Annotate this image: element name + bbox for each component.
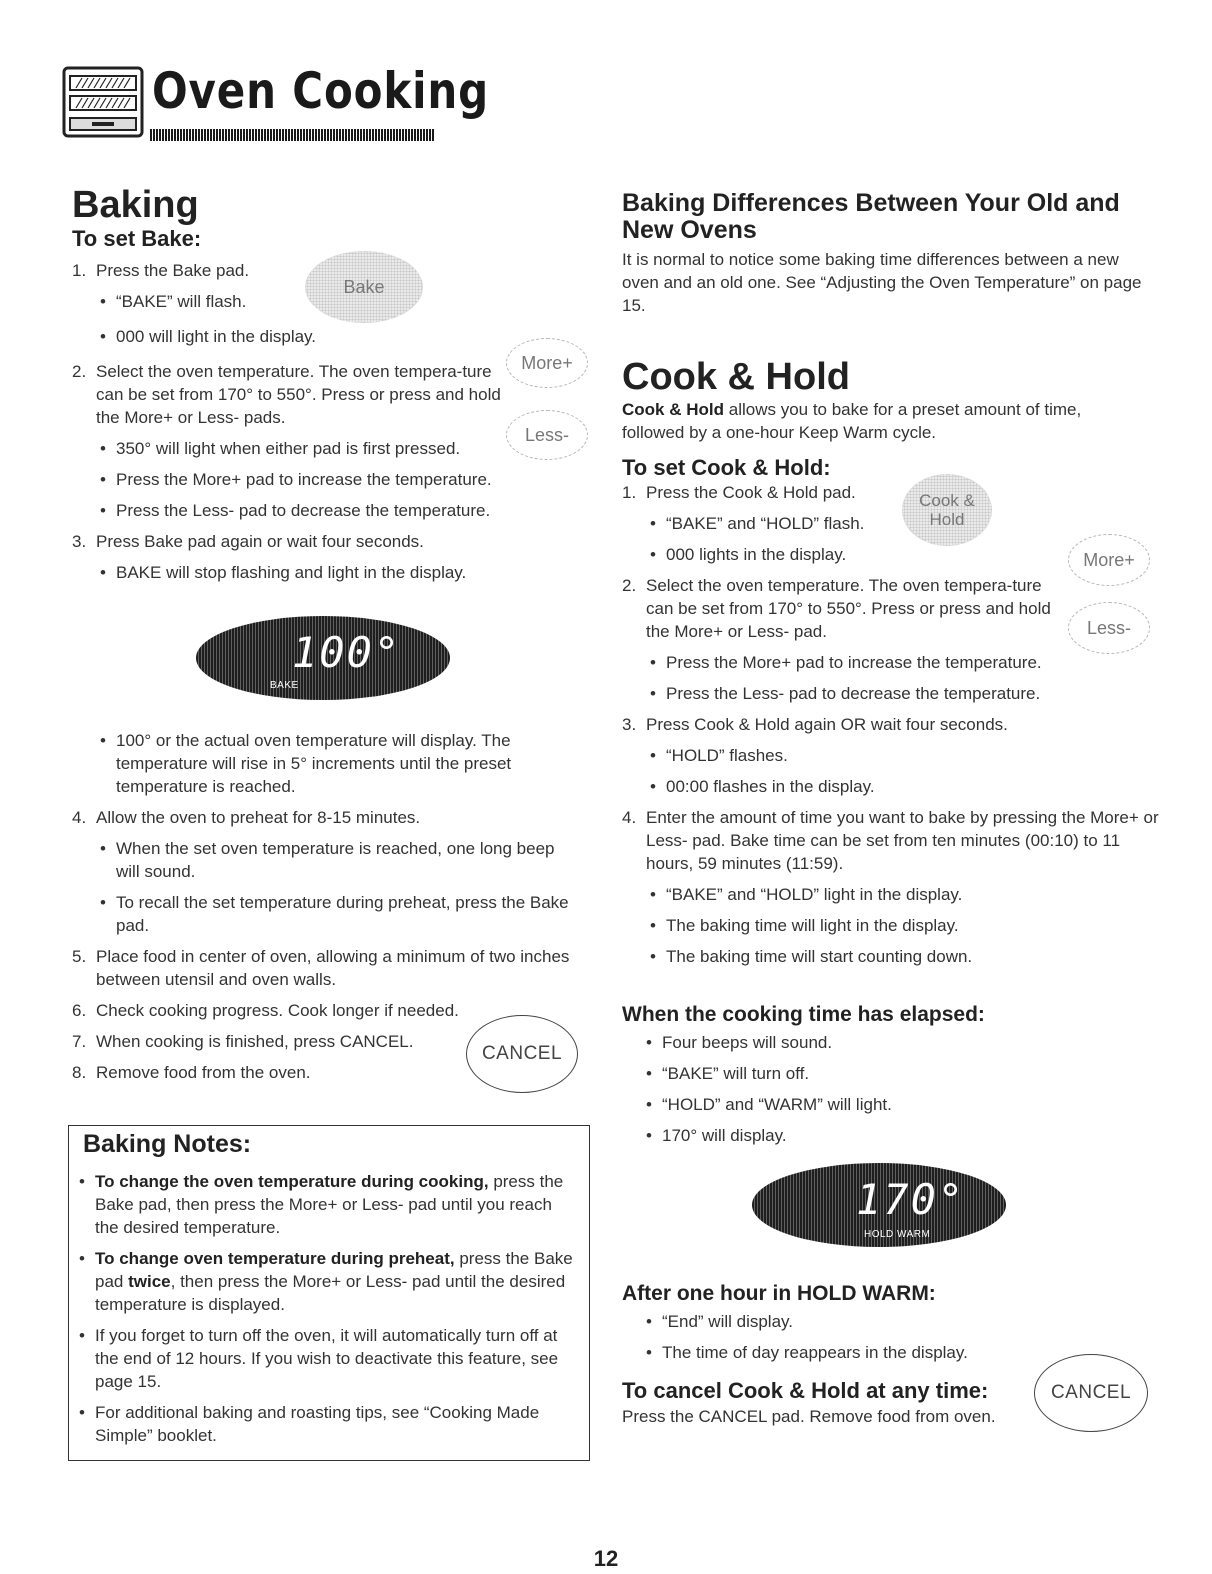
differences-text: It is normal to notice some baking time differences between a new oven and an old one. See “Adjusting the Oven Temperature” on page 15. xyxy=(622,250,1142,315)
bullet: • “BAKE” will turn off. xyxy=(642,1062,1152,1085)
more-pad[interactable]: More+ xyxy=(1068,534,1150,586)
note-item: • To change oven temperature during preheat, press the Bake pad twice, then press the More+ or Less- pad until the desired temperature is displayed. xyxy=(75,1247,575,1316)
cancel-pad[interactable]: CANCEL xyxy=(1034,1354,1148,1432)
bullet: • Press the More+ pad to increase the temperature. xyxy=(96,468,592,491)
step-4: 4. Enter the amount of time you want to bake by pressing the More+ or Less- pad. Bake time can be set from ten minutes (00:10) to 11 hours, 59 minutes (11:59). xyxy=(622,808,1159,873)
step-4: 4. Allow the oven to preheat for 8-15 minutes. xyxy=(72,808,421,827)
to-set-cook-hold-heading: To set Cook & Hold: xyxy=(622,455,831,480)
bullet: • Press the More+ pad to increase the temperature. xyxy=(646,651,1152,674)
step-3: 3. Press Bake pad again or wait four seconds. xyxy=(72,532,424,551)
bake-pad[interactable]: Bake xyxy=(305,251,423,323)
note-item: • For additional baking and roasting tips, see “Cooking Made Simple” booklet. xyxy=(75,1401,575,1447)
bullet: • “BAKE” and “HOLD” flash. xyxy=(646,512,1152,535)
cancel-text: Press the CANCEL pad. Remove food from oven. xyxy=(622,1407,996,1426)
cancel-heading: To cancel Cook & Hold at any time: xyxy=(622,1378,989,1403)
elapsed-heading: When the cooking time has elapsed: xyxy=(622,1003,985,1026)
bake-display: 100° BAKE xyxy=(196,616,450,700)
bullet: • The time of day reappears in the display. xyxy=(642,1341,1152,1364)
bullet: • 00:00 flashes in the display. xyxy=(646,775,1152,798)
more-pad[interactable]: More+ xyxy=(506,338,588,388)
step-1: 1. Press the Cook & Hold pad. xyxy=(622,483,856,502)
step-6: 6. Check cooking progress. Cook longer if needed. xyxy=(72,1001,459,1020)
bullet: • 170° will display. xyxy=(642,1124,1152,1147)
cook-hold-pad[interactable]: Cook & Hold xyxy=(902,474,992,546)
cancel-pad[interactable]: CANCEL xyxy=(466,1015,578,1093)
step-2: 2. Select the oven temperature. The oven tempera-ture can be set from 170° to 550°. Press or press and hold the More+ or Less- pad. xyxy=(622,576,1051,641)
oven-icon xyxy=(62,66,144,138)
cook-hold-heading: Cook & Hold xyxy=(622,356,850,398)
after-hold-warm-heading: After one hour in HOLD WARM: xyxy=(622,1282,936,1305)
hold-warm-display: 170° HOLD WARM xyxy=(752,1163,1006,1247)
bullet: • 000 lights in the display. xyxy=(646,543,1152,566)
bullet: • BAKE will stop flashing and light in the display. xyxy=(96,561,592,584)
title-underline xyxy=(150,129,434,141)
bullet: • Press the Less- pad to decrease the temperature. xyxy=(96,499,592,522)
step-1: 1. Press the Bake pad. xyxy=(72,261,250,280)
bullet: • Press the Less- pad to decrease the temperature. xyxy=(646,682,1152,705)
step-8: 8. Remove food from the oven. xyxy=(72,1063,311,1082)
bullet: • Four beeps will sound. xyxy=(642,1031,1152,1054)
baking-heading: Baking xyxy=(72,184,199,226)
cook-hold-intro: Cook & Hold allows you to bake for a preset amount of time, followed by a one-hour Keep Warm cycle. xyxy=(622,400,1082,442)
step-3: 3. Press Cook & Hold again OR wait four seconds. xyxy=(622,715,1008,734)
bullet: • To recall the set temperature during preheat, press the Bake pad. xyxy=(96,891,576,937)
bullet: • The baking time will light in the display. xyxy=(646,914,1152,937)
note-item: • To change the oven temperature during cooking, press the Bake pad, then press the More+ or Less- pad until you reach the desired temperature. xyxy=(75,1170,575,1239)
to-set-bake-heading: To set Bake: xyxy=(72,226,202,251)
bullet: • “BAKE” will flash. xyxy=(96,290,592,313)
differences-heading: Baking Differences Between Your Old and New Ovens xyxy=(622,189,1120,244)
baking-notes-box xyxy=(68,1125,590,1461)
step-2: 2. Select the oven temperature. The oven tempera-ture can be set from 170° to 550°. Press or press and hold the More+ or Less- pads. xyxy=(72,362,501,427)
less-pad[interactable]: Less- xyxy=(506,410,588,460)
bullet: • “HOLD” flashes. xyxy=(646,744,1152,767)
note-item: • If you forget to turn off the oven, it will automatically turn off at the end of 12 hours. If you wish to deactivate this feature, see page 15. xyxy=(75,1324,575,1393)
bullet: • “End” will display. xyxy=(642,1310,1152,1333)
bullet: • “BAKE” and “HOLD” light in the display. xyxy=(646,883,1152,906)
bullet: • When the set oven temperature is reached, one long beep will sound. xyxy=(96,837,566,883)
step-7: 7. When cooking is finished, press CANCEL. xyxy=(72,1032,414,1051)
page-title: Oven Cooking xyxy=(152,62,489,120)
baking-notes-heading: Baking Notes: xyxy=(83,1130,252,1158)
step-5: 5. Place food in center of oven, allowing a minimum of two inches between utensil and oven walls. xyxy=(72,947,570,989)
bullet: • 100° or the actual oven temperature will display. The temperature will rise in 5° increments until the preset temperature is reached. xyxy=(96,729,566,798)
bullet: • 350° will light when either pad is first pressed. xyxy=(96,437,592,460)
bullet: • 000 will light in the display. xyxy=(96,325,592,348)
elapsed-bullets xyxy=(622,1031,1152,1147)
bullet: • The baking time will start counting down. xyxy=(646,945,1152,968)
bullet: • “HOLD” and “WARM” will light. xyxy=(642,1093,1152,1116)
page-number: 12 xyxy=(593,1546,619,1571)
less-pad[interactable]: Less- xyxy=(1068,602,1150,654)
